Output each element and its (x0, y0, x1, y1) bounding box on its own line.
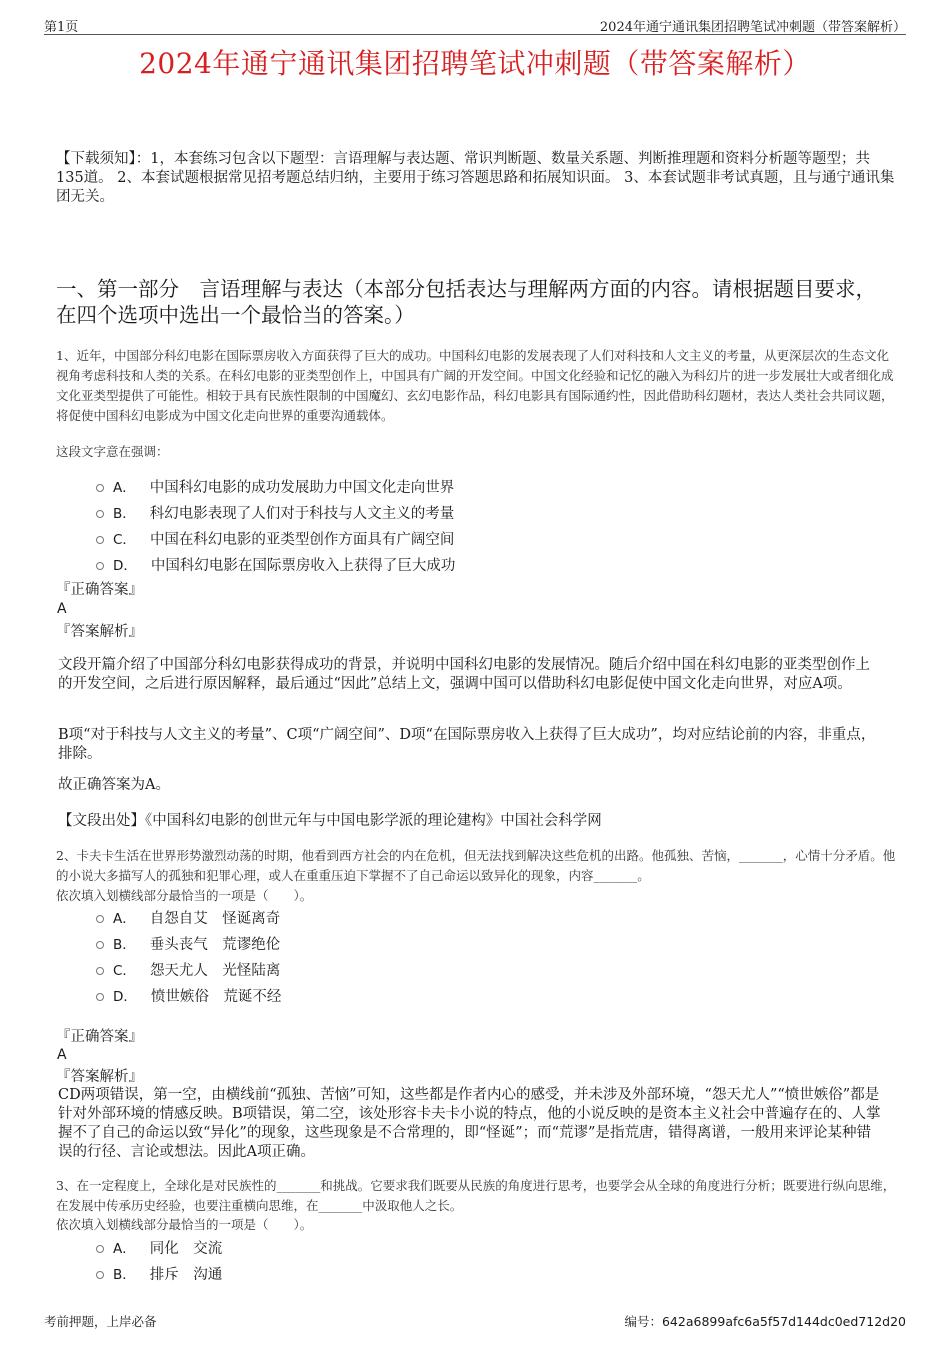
radio-button[interactable] (96, 1271, 104, 1279)
section-heading: 一、第一部分 言语理解与表达（本部分包括表达与理解两方面的内容。请根据题目要求，在四个选项中选出一个最恰当的答案。） (56, 277, 876, 327)
radio-button[interactable] (96, 484, 104, 492)
radio-button[interactable] (96, 1245, 104, 1253)
q2-option-a[interactable] (96, 904, 281, 930)
page-number: 第1页 (44, 20, 79, 35)
q1-option-b[interactable] (96, 499, 455, 525)
footer-code-value: 642a6899afc6a5f57d144dc0ed712d20 (661, 1314, 906, 1329)
question-2-text: 2、卡夫卡生活在世界形势激烈动荡的时期，他看到西方社会的内在危机，但无法找到解决这些危机的出路。他孤独、苦恼，_______，心情十分矛盾。他的小说大多描写人的孤独和犯罪心理，或人在重重压迫下掌握不了自己命运以致异化的现象，内容_______。 (56, 848, 896, 883)
q1-source: 【文段出处】《中国科幻电影的创世元年与中国电影学派的理论建构》中国社会科学网 (58, 813, 602, 829)
option-text: 排斥 沟通 (149, 1266, 223, 1283)
q1-analysis-conclusion: 故正确答案为A。 (58, 777, 170, 793)
radio-button[interactable] (96, 993, 104, 1001)
option-text: 怨天尤人 光怪陆离 (149, 962, 281, 979)
q1-analysis-heading: 『答案解析』 (56, 624, 143, 640)
radio-button[interactable] (96, 967, 104, 975)
option-text: 科幻电影表现了人们对于科技与人文主义的考量 (149, 505, 455, 522)
option-label: A． (113, 911, 136, 927)
q1-correct-answer-heading: 『正确答案』 (56, 582, 143, 598)
option-text: 自怨自艾 怪诞离奇 (149, 910, 281, 927)
option-label: B． (113, 937, 136, 953)
q2-option-c[interactable] (96, 956, 281, 982)
radio-button[interactable] (96, 941, 104, 949)
option-text: 愤世嫉俗 荒诞不经 (150, 988, 282, 1005)
option-text: 中国科幻电影的成功发展助力中国文化走向世界 (149, 479, 455, 496)
radio-button[interactable] (96, 562, 104, 570)
page-header (44, 14, 906, 35)
q1-option-d[interactable] (96, 551, 455, 577)
question-2-stem: 依次填入划横线部分最恰当的一项是（ ）。 (56, 888, 313, 903)
footer-code-label: 编号： (624, 1314, 662, 1329)
question-2-options (96, 904, 281, 1008)
download-notice: 【下载须知】：1，本套练习包含以下题型：言语理解与表达题、常识判断题、数量关系题、判断推理题和资料分析题等题型；共135道。 2、本套试题根据常见招考题总结归纳，主要用于练习答题思路和拓展知识面。 3、本套试题非考试真题，且与通宁通讯集团无关。 (56, 151, 895, 205)
radio-button[interactable] (96, 536, 104, 544)
radio-button[interactable] (96, 915, 104, 923)
q1-option-a[interactable] (96, 473, 455, 499)
footer-slogan: 考前押题，上岸必备 (44, 1314, 157, 1329)
option-text: 垂头丧气 荒谬绝伦 (149, 936, 281, 953)
option-label: D． (113, 558, 137, 574)
option-label: B． (113, 506, 136, 522)
question-3-text: 3、在一定程度上，全球化是对民族性的_______和挑战。它要求我们既要从民族的角度进行思考，也要学会从全球的角度进行分析；既要进行纵向思维，在发展中传承历史经验，也要注重横向思维，在_______中汲取他人之长。 (56, 1178, 896, 1213)
q1-option-c[interactable] (96, 525, 455, 551)
option-text: 同化 交流 (149, 1240, 223, 1257)
option-label: A． (113, 480, 136, 496)
option-label: A． (113, 1241, 136, 1257)
header-doc-title: 2024年通宁通讯集团招聘笔试冲刺题（带答案解析） (599, 20, 906, 35)
question-1-stem: 这段文字意在强调： (56, 444, 169, 459)
q2-analysis-heading: 『答案解析』 (56, 1069, 143, 1085)
footer-code (624, 1312, 906, 1330)
option-label: B． (113, 1267, 136, 1283)
q1-analysis-paragraph-2: B项“对于科技与人文主义的考量”、C项“广阔空间”、D项“在国际票房收入上获得了巨大成功”，均对应结论前的内容，非重点，排除。 (58, 727, 876, 762)
q2-analysis: CD两项错误，第一空，由横线前“孤独、苦恼”可知，这些都是作者内心的感受，并未涉及外部环境，“怨天尤人”“愤世嫉俗”都是针对外部环境的情感反映。B项错误，第二空，该处形容卡夫卡小说的特点，他的小说反映的是资本主义社会中普遍存在的、人掌握不了自己的命运以致“异化”的现象，这些现象是不合常理的，即“怪诞”；而“荒谬”是指荒唐，错得离谱，一般用来评论某种错误的行径、言论或想法。因此A项正确。 (58, 1087, 881, 1160)
radio-button[interactable] (96, 510, 104, 518)
option-label: C． (113, 532, 136, 548)
q3-option-a[interactable] (96, 1234, 222, 1260)
option-label: C． (113, 963, 136, 979)
q2-option-b[interactable] (96, 930, 281, 956)
q1-correct-answer: A (57, 601, 67, 617)
option-label: D． (113, 989, 137, 1005)
option-text: 中国在科幻电影的亚类型创作方面具有广阔空间 (149, 531, 455, 548)
document-title: 2024年通宁通讯集团招聘笔试冲刺题（带答案解析） (139, 47, 811, 80)
question-1-text: 1、近年，中国部分科幻电影在国际票房收入方面获得了巨大的成功。中国科幻电影的发展表现了人们对科技和人文主义的考量，从更深层次的生态文化视角考虑科技和人类的关系。在科幻电影的亚类型创作上，中国具有广阔的开发空间。中国文化经验和记忆的融入为科幻片的进一步发展壮大或者细化成文化亚类型提供了可能性。相较于具有民族性限制的中国魔幻、玄幻电影作品，科幻电影具有国际通约性，因此借助科幻题材，表达人类社会共同议题，将促使中国科幻电影成为中国文化走向世界的重要沟通载体。 (56, 348, 894, 423)
q2-correct-answer: A (57, 1047, 67, 1063)
question-3-options (96, 1234, 222, 1286)
q1-analysis-paragraph-1: 文段开篇介绍了中国部分科幻电影获得成功的背景，并说明中国科幻电影的发展情况。随后介绍中国在科幻电影的亚类型创作上的开发空间，之后进行原因解释，最后通过“因此”总结上文，强调中国可以借助科幻电影促使中国文化走向世界，对应A项。 (58, 657, 870, 692)
question-3-stem: 依次填入划横线部分最恰当的一项是（ ）。 (56, 1217, 313, 1232)
q2-option-d[interactable] (96, 982, 281, 1008)
q3-option-b[interactable] (96, 1260, 222, 1286)
q2-correct-answer-heading: 『正确答案』 (56, 1029, 143, 1045)
option-text: 中国科幻电影在国际票房收入上获得了巨大成功 (150, 557, 456, 574)
question-1-options (96, 473, 455, 577)
